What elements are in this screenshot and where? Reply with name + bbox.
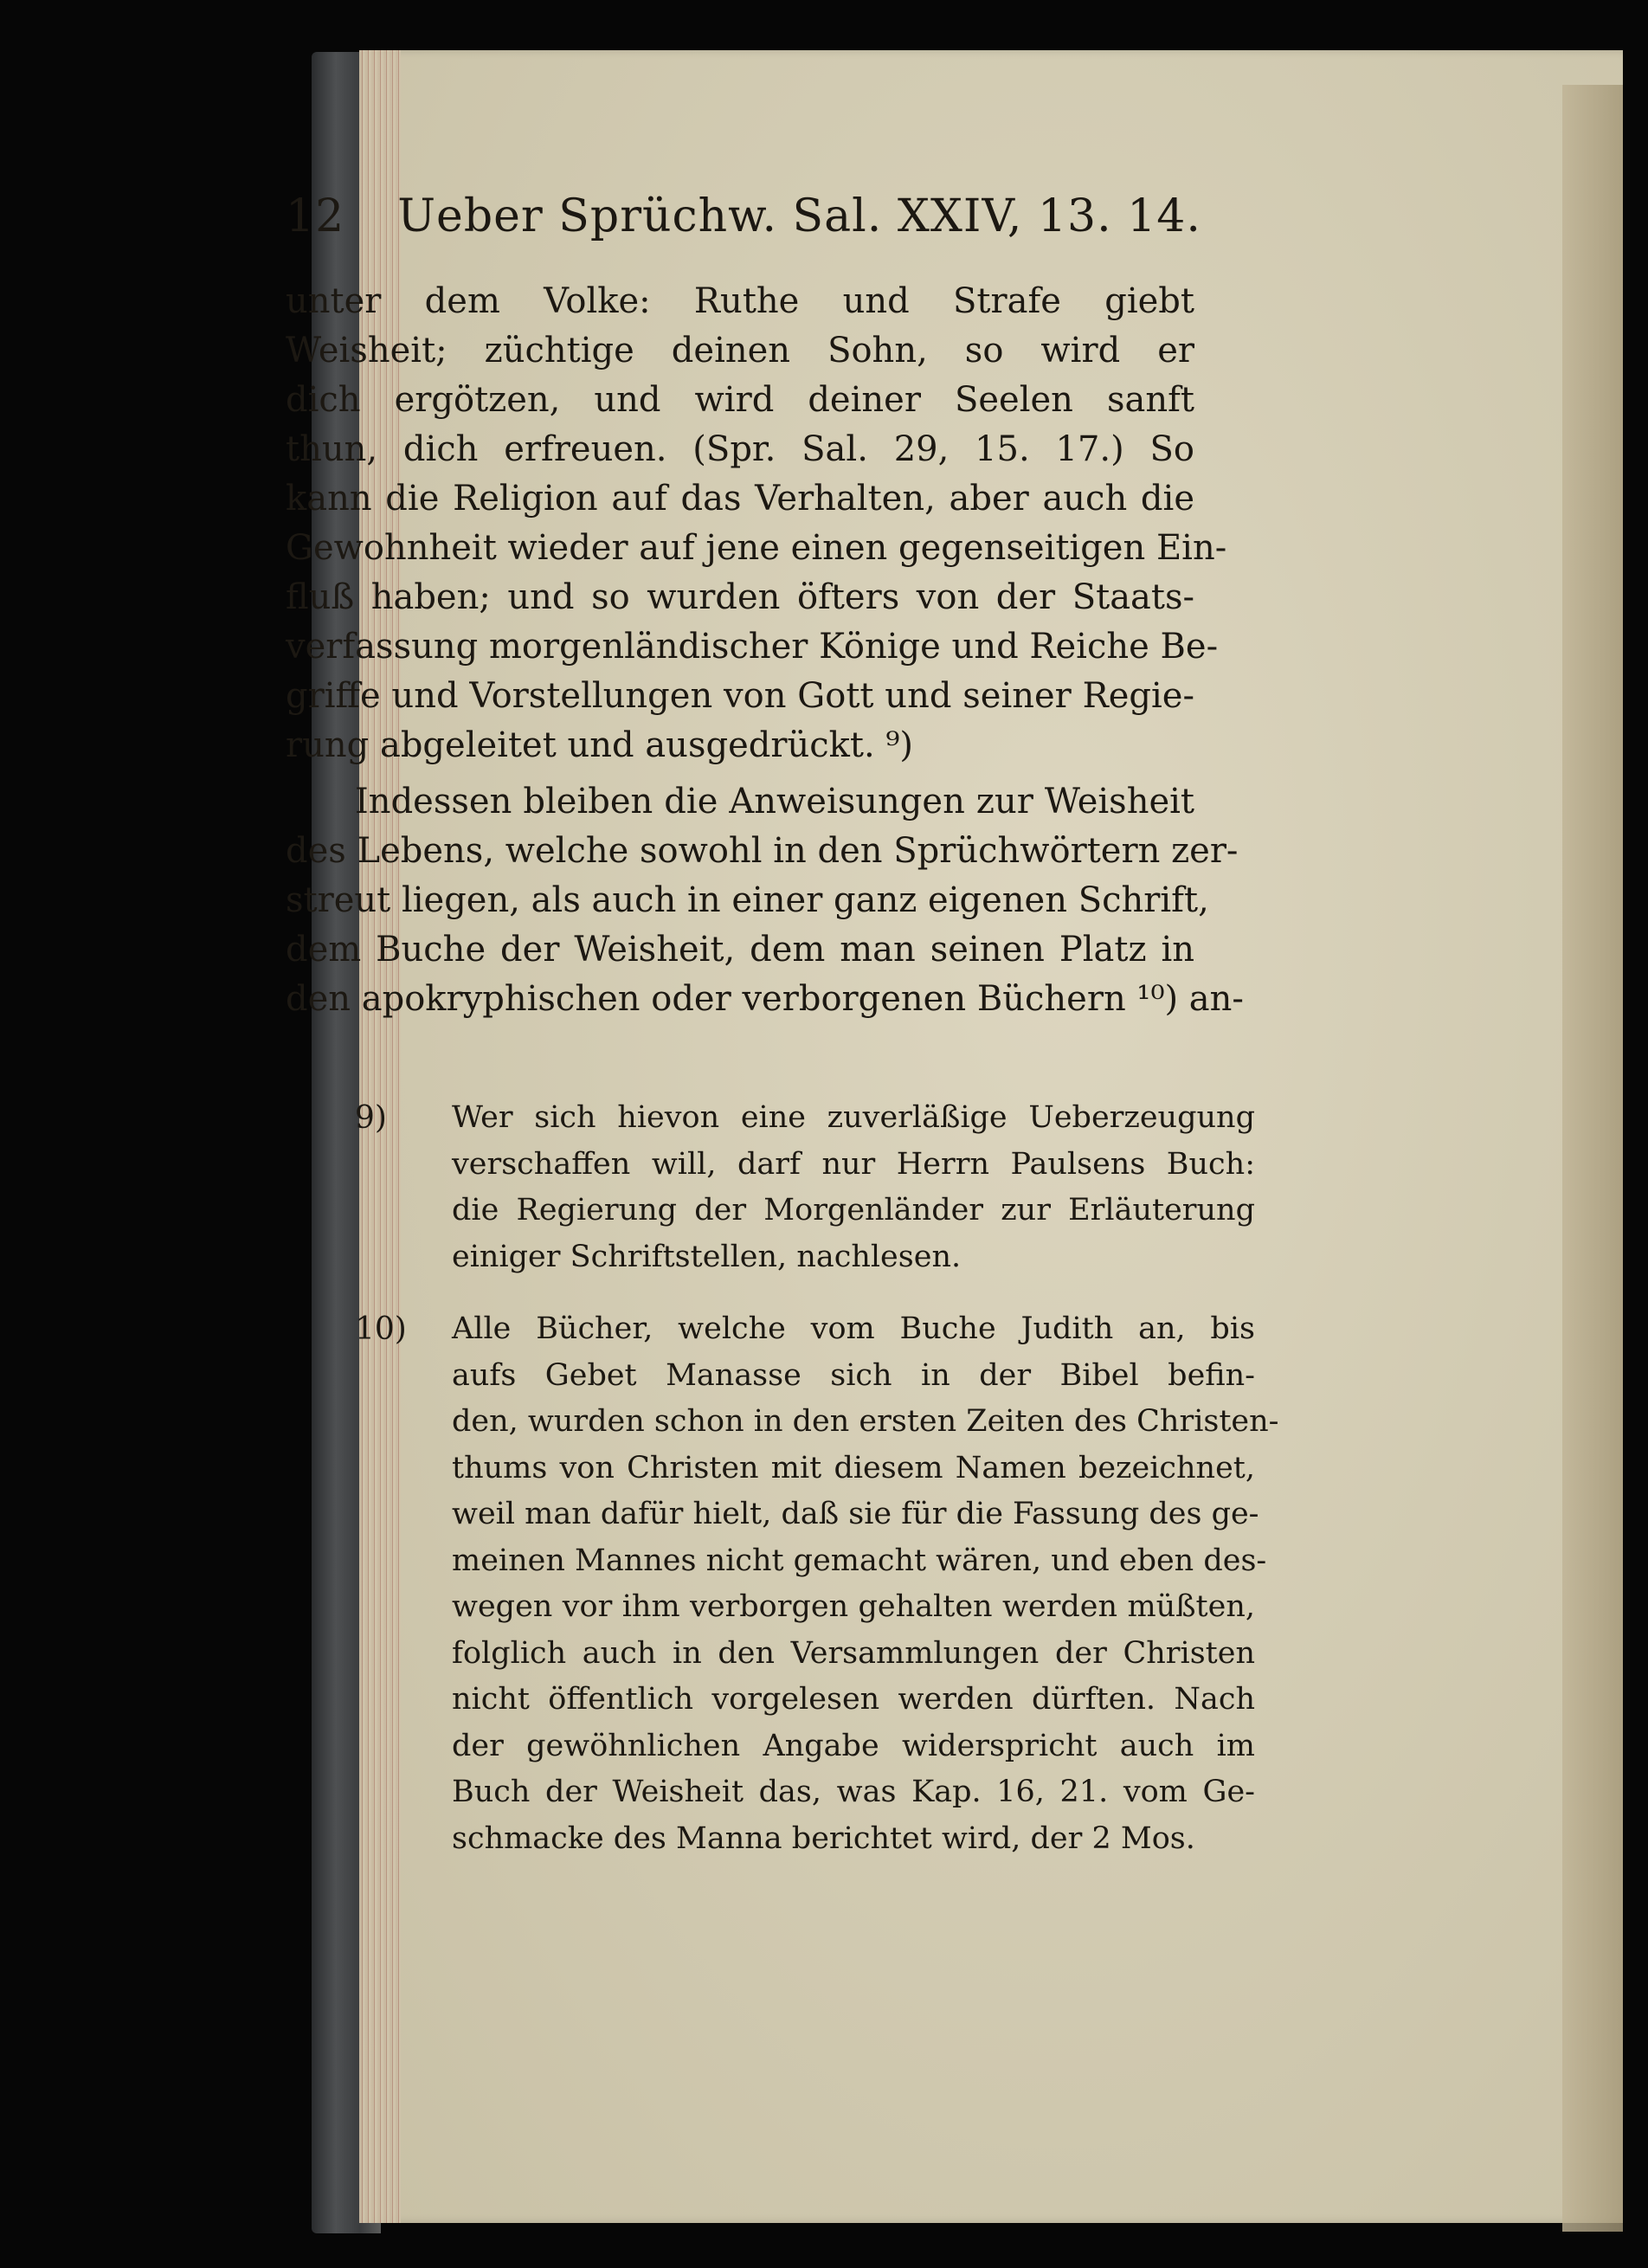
- next-page-edge: [1562, 85, 1623, 2232]
- text-line: Indessen bleiben die Anweisungen zur Weisheit: [355, 782, 1194, 822]
- footnote-line: thums von Christen mit diesem Namen bezeichnet,: [452, 1450, 1255, 1485]
- footnote-line: aufs Gebet Manasse sich in der Bibel befin-: [452, 1357, 1255, 1393]
- text-line: Gewohnheit wieder auf jene einen gegenseitigen Ein-: [286, 528, 1227, 568]
- paragraph-2: [286, 777, 1244, 1024]
- text-line: streut liegen, als auch in einer ganz eigenen Schrift,: [286, 880, 1209, 920]
- text-line: des Lebens, welche sowohl in den Sprüchwörtern zer-: [286, 831, 1239, 871]
- footnote-line: weil man dafür hielt, daß sie für die Fassung des ge-: [452, 1497, 1259, 1531]
- text-line: den apokryphischen oder verborgenen Büchern ¹⁰) an-: [286, 979, 1244, 1019]
- footnote-9: [355, 1095, 1255, 1280]
- text-line: thun, dich erfreuen. (Spr. Sal. 29, 15. 17.) So: [286, 429, 1194, 469]
- text-line: Weisheit; züchtige deinen Sohn, so wird er: [286, 331, 1194, 370]
- text-line: dem Buche der Weisheit, dem man seinen Platz in: [286, 930, 1194, 970]
- footnote-line: schmacke des Manna berichtet wird, der 2 Mos.: [452, 1820, 1195, 1856]
- footnotes: [355, 1095, 1279, 1888]
- footnote-line: Buch der Weisheit das, was Kap. 16, 21. vom Ge-: [452, 1775, 1255, 1809]
- text-line: griffe und Vorstellungen von Gott und seiner Regie-: [286, 676, 1194, 716]
- footnote-mark: 9): [355, 1100, 387, 1136]
- text-line: unter dem Volke: Ruthe und Strafe giebt: [286, 281, 1194, 321]
- paragraph-1: [286, 277, 1227, 770]
- footnote-line: Alle Bücher, welche vom Buche Judith an, bis: [452, 1311, 1255, 1346]
- running-title: Ueber Sprüchw. Sal. XXIV, 13. 14.: [397, 190, 1201, 242]
- text-line: dich ergötzen, und wird deiner Seelen sanft: [286, 380, 1194, 420]
- footnote-line: einiger Schriftstellen, nachlesen.: [452, 1239, 962, 1274]
- main-text-block: [286, 190, 1244, 1024]
- footnote-line: Wer sich hievon eine zuverläßige Ueberzeugung: [452, 1100, 1255, 1135]
- footnote-line: nicht öffentlich vorgelesen werden dürften. Nach: [452, 1682, 1255, 1717]
- footnote-line: verschaffen will, darf nur Herrn Paulsens Buch:: [452, 1146, 1255, 1182]
- footnote-line: meinen Mannes nicht gemacht wären, und eben des-: [452, 1543, 1267, 1578]
- footnote-line: den, wurden schon in den ersten Zeiten des Christen-: [452, 1404, 1279, 1439]
- text-line: verfassung morgenländischer Könige und Reiche Be-: [286, 627, 1219, 667]
- page-number: 12: [286, 190, 345, 242]
- footnote-line: der gewöhnlichen Angabe widerspricht auch im: [452, 1728, 1255, 1763]
- running-head: [286, 190, 1201, 242]
- footnote-line: die Regierung der Morgenländer zur Erläuterung: [452, 1193, 1255, 1227]
- text-line: kann die Religion auf das Verhalten, aber auch die: [286, 479, 1194, 519]
- footnote-mark: 10): [355, 1311, 407, 1347]
- footnote-line: wegen vor ihm verborgen gehalten werden müßten,: [452, 1589, 1255, 1624]
- text-line: rung abgeleitet und ausgedrückt. ⁹): [286, 725, 914, 765]
- footnote-line: folglich auch in den Versammlungen der Christen: [452, 1635, 1255, 1671]
- text-line: fluß haben; und so wurden öfters von der Staats-: [286, 577, 1194, 617]
- footnote-10: [355, 1306, 1279, 1862]
